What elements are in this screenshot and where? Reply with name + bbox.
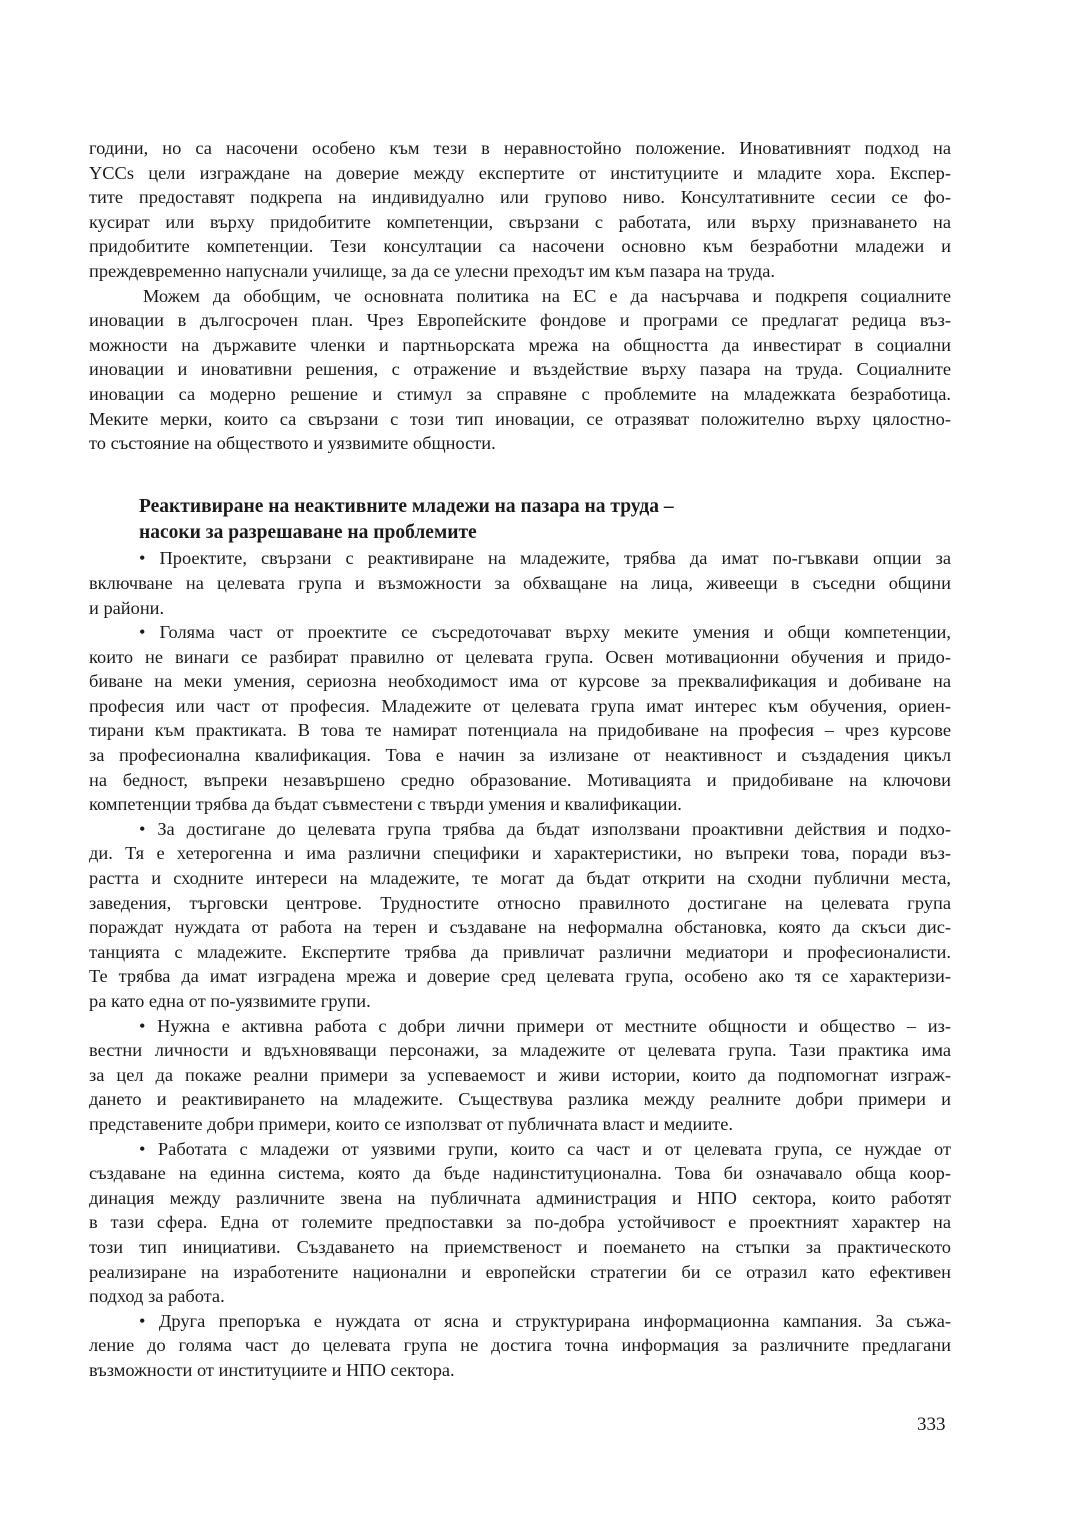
bullet-item [89,620,951,817]
text-line: заведения, търговски центрове. Трудностите относно правилното достигане на целевата група [89,892,951,913]
text-line: дането и реактивирането на младежите. Съществува разлика между реалните добри примери и [89,1089,951,1110]
text-line: растта и сходните интереси на младежите, те могат да бъдат открити на сходни публични места, [89,868,951,889]
bullet-item [89,1137,951,1309]
intro-paragraph [89,136,951,284]
text-line: тите предоставят подкрепа на индивидуално или групово ниво. Консултативните сесии се фо- [89,187,951,208]
text-line: тирани към практиката. В това те намират потенциала на придобиване на професия – чрез курсове [89,720,951,741]
section-heading [89,494,951,546]
text-line: реализиране на изработените национални и европейски стратегии би се отразил като ефективен [89,1261,951,1282]
text-line: иновации са модерно решение и стимул за справяне с проблемите на младежката безработица. [89,383,951,404]
text-line: иновации и иновативни решения, с отражение и въздействие върху пазара на труда. Социалните [89,359,951,380]
text-line: танцията с младежите. Експертите трябва да привличат различни медиатори и професионалисти. [89,941,951,962]
text-line: Можем да обобщим, че основната политика на ЕС е да насърчава и подкрепя социалните [143,285,951,306]
summary-paragraph [89,284,951,309]
bullet-item [89,1309,951,1383]
text-line: Меките мерки, които са свързани с този тип иновации, се отразяват положително върху цялостно- [89,408,951,429]
text-line: на бедност, въпреки незавършено средно образование. Мотивацията и придобиване на ключови [89,769,951,790]
spacer [89,456,951,481]
text-line: компетенции трябва да бъдат съвместени с твърди умения и квалификации. [89,794,682,815]
text-line: за цел да покаже реални примери за успеваемост и живи истории, които да подпомогнат изграж- [89,1064,951,1085]
text-line: • Работата с младежи от уязвими групи, които са част и от целевата група, се нуждае от [139,1138,951,1159]
bullet-item [89,546,951,620]
text-line: • Голяма част от проектите се съсредоточават върху меките умения и общи компетенции, [139,622,951,643]
text-line: професия или част от професия. Младежите от целевата група имат интерес към обучения, ориен- [89,695,951,716]
text-line: които не винаги се разбират правилно от целевата група. Освен мотивационни обучения и придо- [89,646,951,667]
section-heading-line-2: насоки за разрешаване на проблемите [139,522,477,544]
text-line: години, но са насочени особено към тези в неравностойно положение. Иновативният подход на [89,138,951,158]
summary-paragraph-body [89,308,951,456]
text-line: вестни личности и вдъхновяващи персонажи, за младежите от целевата група. Тази практика има [89,1040,951,1061]
text-line: създаване на единна система, която да бъде надинституционална. Това би означавало обща коор- [89,1163,951,1184]
text-line: кусират или върху придобитите компетенции, свързани с работата, или върху признаването на [89,211,951,232]
text-line: ление до голяма част до целевата група не достига точна информация за различните предлагани [89,1335,951,1356]
text-line: представените добри примери, които се използват от публичната власт и медиите. [89,1113,733,1134]
text-line: пораждат нуждата от работа на терен и създаване на неформална обстановка, която да скъси дис- [89,917,951,938]
text-line: този тип инициативи. Създаването на приемственост и поемането на стъпки за практическото [89,1236,951,1257]
text-line: и райони. [89,597,165,618]
text-line: иновации в дългосрочен план. Чрез Европейските фондове и програми се предлагат редица въз- [89,310,951,331]
text-line: • Проектите, свързани с реактивиране на младежите, трябва да имат по-гъвкави опции за [139,548,951,569]
bullet-item [89,1014,951,1137]
text-line: биване на меки умения, сериозна необходимост има от курсове за преквалификация и добиване на [89,671,951,692]
text-line: • За достигане до целевата група трябва да бъдат използвани проактивни действия и подхо- [139,818,951,839]
text-line: • Друга препоръка е нуждата от ясна и структурирана информационна кампания. За съжа- [139,1310,951,1331]
text-line: можности на държавите членки и партньорската мрежа на общността да инвестират в социални [89,334,951,355]
text-line: динация между различните звена на публичната администрация и НПО сектора, които работят [89,1187,951,1208]
text-line: в тази сфера. Една от големите предпоставки за по-добра устойчивост е проектният характер на [89,1212,951,1233]
text-line: ра като една от по-уязвимите групи. [89,991,371,1011]
text-line: възможности от институциите и НПО сектора. [89,1359,455,1380]
text-line: то състояние на обществото и уязвимите общности. [89,433,496,454]
text-line: ди. Тя е хетерогенна и има различни специфики и характеристики, но въпреки това, поради въз- [89,843,951,864]
text-line: Те трябва да имат изградена мрежа и доверие сред целевата група, особено ако тя се характеризи- [89,966,951,987]
text-line: подход за работа. [89,1286,225,1307]
text-line: придобитите компетенции. Тези консултации са насочени основно към безработни младежи и [89,236,951,257]
text-line: включване на целевата група и възможности за обхващане на лица, живеещи в съседни общини [89,572,951,593]
text-line: за професионална квалификация. Това е начин за излизане от неактивност и създадения цикъл [89,745,951,766]
text-line: преждевременно напуснали училище, за да се улесни преходът им към пазара на труда. [89,260,775,281]
page-number: 333 [917,1414,946,1435]
section-heading-line-1: Реактивиране на неактивните младежи на пазара на труда – [139,496,674,518]
text-line: YCCs цели изграждане на доверие между експертите от институциите и младите хора. Експер- [89,162,951,183]
page-body [89,136,951,1383]
bullet-item [89,817,951,1014]
text-line: • Нужна е активна работа с добри лични примери от местните общности и общество – из- [139,1015,951,1036]
